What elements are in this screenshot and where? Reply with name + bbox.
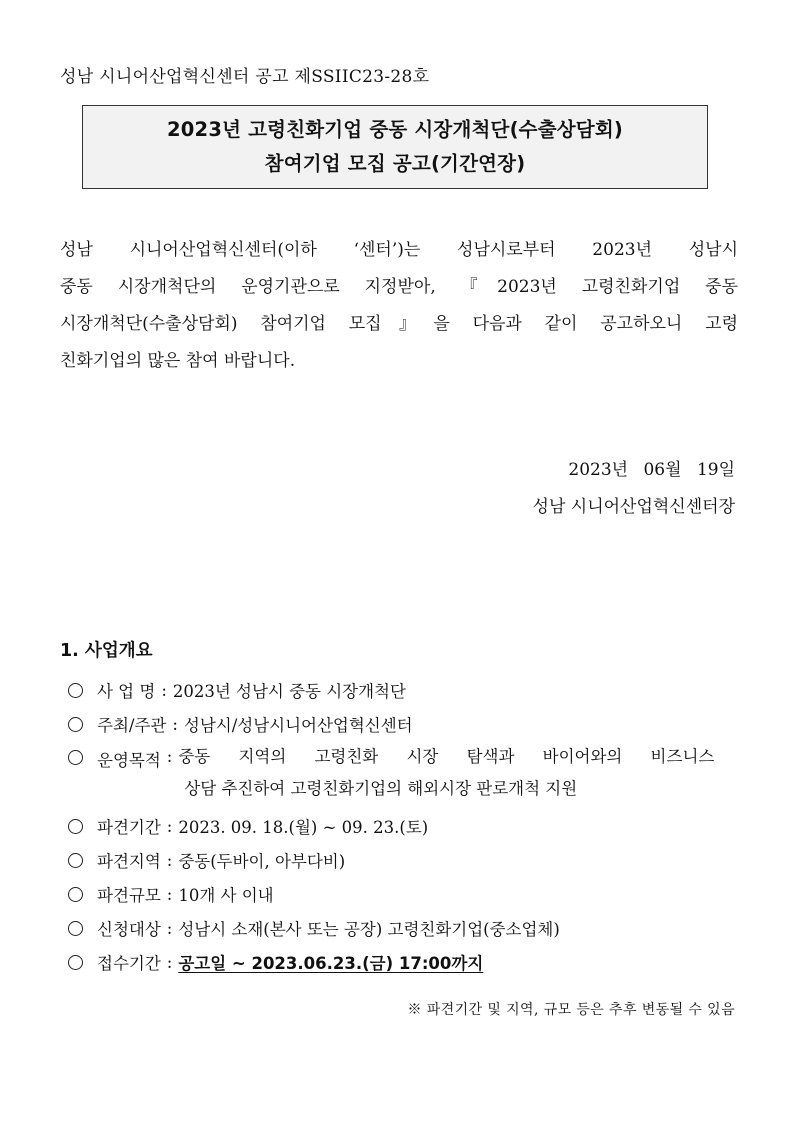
circle-bullet-icon [68, 717, 83, 732]
item-separator: : [166, 747, 173, 766]
item-value: 10개 사 이내 [178, 886, 274, 905]
item-value: 2023년 성남시 중동 시장개척단 [172, 682, 406, 701]
footnote: ※ 파견기간 및 지역, 규모 등은 추후 변동될 수 있음 [407, 1002, 735, 1018]
circle-bullet-icon [68, 921, 83, 936]
item-separator: : [172, 714, 178, 734]
item-label: 신청대상 [97, 920, 161, 939]
application-period-value: 공고일 ~ 2023.06.23.(금) 17:00까지 [178, 954, 484, 973]
item-separator: : [166, 850, 173, 870]
list-item [68, 707, 740, 741]
item-separator: : [166, 816, 173, 836]
item-label: 사 업 명 [97, 682, 156, 701]
notice-number: 성남 시니어산업혁신센터 공고 제SSIIC23-28호 [60, 67, 430, 87]
item-label: 파견지역 [97, 852, 161, 871]
list-item [68, 911, 740, 945]
circle-bullet-icon [68, 853, 83, 868]
list-item [68, 843, 740, 877]
section-title: 1. 사업개요 [60, 641, 153, 661]
title-line-2: 참여기업 모집 공고(기간연장) [264, 152, 526, 175]
circle-bullet-icon [68, 955, 83, 970]
intro-line: 성남 시니어산업혁신센터(이하 ‘센터’)는 성남시로부터 2023년 성남시 [60, 240, 738, 260]
issuer: 성남 시니어산업혁신센터장 [532, 497, 735, 517]
circle-bullet-icon [68, 750, 83, 765]
intro-paragraph [60, 232, 738, 380]
intro-line: 시장개척단(수출상담회) 참여기업 모집』을 다음과 같이 공고하오니 고령 [60, 314, 738, 334]
list-item [68, 809, 740, 843]
item-value: 중동(두바이, 아부다비) [178, 852, 346, 871]
item-separator: : [166, 884, 173, 904]
intro-line: 친화기업의 많은 참여 바랍니다. [60, 351, 296, 371]
list-item [68, 673, 740, 707]
item-value: 2023. 09. 18.(월) ~ 09. 23.(토) [178, 818, 429, 837]
circle-bullet-icon [68, 683, 83, 698]
item-label: 주최/주관 [97, 716, 167, 735]
list-item [68, 877, 740, 911]
notice-date: 2023년 06월 19일 [568, 460, 735, 480]
circle-bullet-icon [68, 887, 83, 902]
item-separator: : [166, 952, 173, 972]
circle-bullet-icon [68, 819, 83, 834]
item-label: 운영목적 [97, 751, 161, 770]
item-value-line: 중동 지역의 고령친화 시장 탐색과 바이어와의 비즈니스 [178, 747, 715, 766]
item-separator: : [161, 680, 167, 700]
item-label: 파견규모 [97, 886, 161, 905]
title-box [82, 105, 708, 189]
list-item [68, 741, 740, 809]
intro-line: 중동 시장개척단의 운영기관으로 지정받아, 『2023년 고령친화기업 중동 [60, 277, 738, 297]
list-item [68, 945, 740, 979]
overview-list [68, 673, 740, 979]
item-label: 파견기간 [97, 818, 161, 837]
title-line-1: 2023년 고령친화기업 중동 시장개척단(수출상담회) [167, 118, 623, 141]
item-separator: : [166, 918, 173, 938]
item-label: 접수기간 [97, 954, 161, 973]
item-value: 성남시 소재(본사 또는 공장) 고령친화기업(중소업체) [178, 920, 560, 939]
item-value: 성남시/성남시니어산업혁신센터 [183, 716, 413, 735]
item-value [178, 747, 714, 809]
item-value-line: 상담 추진하여 고령친화기업의 해외시장 판로개척 지원 [184, 779, 578, 798]
